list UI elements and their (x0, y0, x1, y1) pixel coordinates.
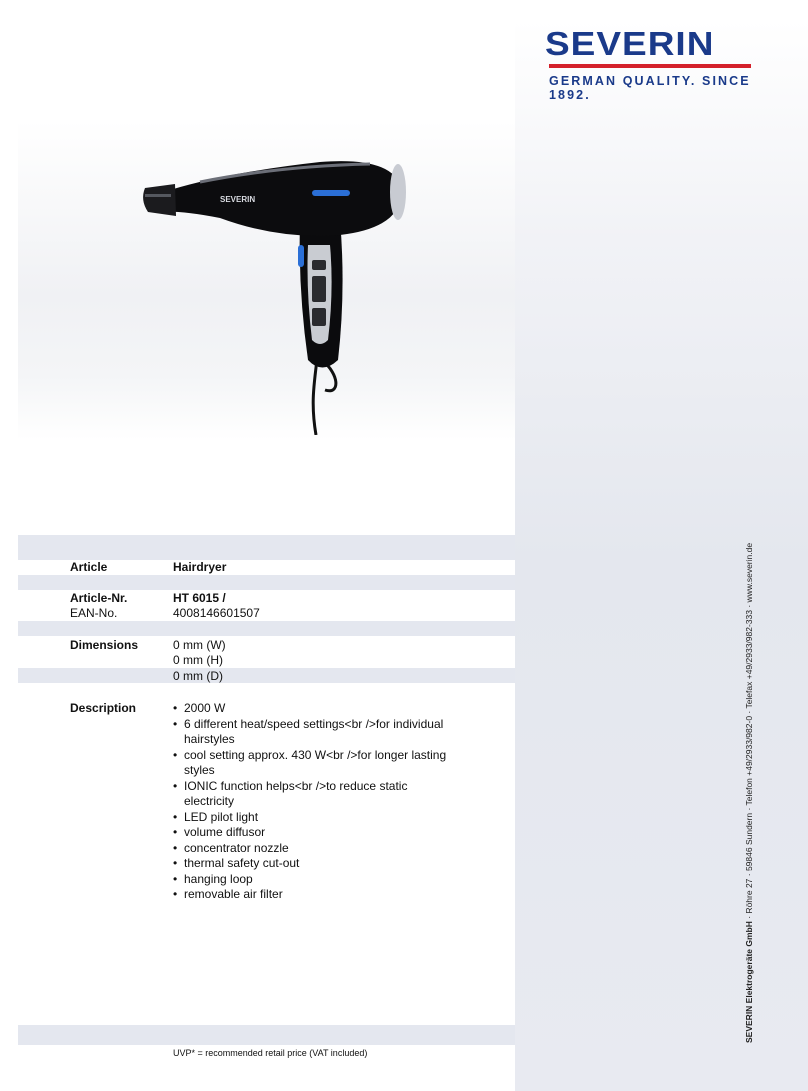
dimension-width: 0 mm (W) (173, 638, 226, 652)
dryer-brand-text: SEVERIN (220, 195, 256, 204)
hairdryer-image (140, 150, 420, 435)
ean-label: EAN-No. (70, 606, 118, 620)
list-item: • 6 different heat/speed settings<br />for individual hairstyles (173, 717, 453, 748)
footnote: UVP* = recommended retail price (VAT included) (173, 1048, 368, 1058)
article-label: Article (70, 560, 108, 574)
logo-red-bar (549, 64, 751, 68)
list-item: • hanging loop (173, 872, 453, 888)
company-info (744, 543, 754, 1043)
list-item: • cool setting approx. 430 W<br />for longer lasting styles (173, 748, 453, 779)
dimension-height: 0 mm (H) (173, 653, 223, 667)
table-band-3 (18, 621, 515, 636)
table-band-bottom (18, 1025, 515, 1045)
table-band-2 (18, 575, 515, 590)
dimension-depth: 0 mm (D) (173, 669, 223, 683)
logo-tagline: GERMAN QUALITY. SINCE 1892. (549, 74, 751, 102)
ean-value: 4008146601507 (173, 606, 260, 620)
list-item: • 2000 W (173, 701, 453, 717)
list-item: • removable air filter (173, 887, 453, 903)
list-item: • volume diffusor (173, 825, 453, 841)
article-value: Hairdryer (173, 560, 227, 574)
article-nr-label: Article-Nr. (70, 591, 128, 605)
logo-wordmark: SEVERIN (545, 25, 715, 63)
list-item: • thermal safety cut-out (173, 856, 453, 872)
article-nr-value (173, 591, 226, 606)
table-band-top (18, 535, 515, 560)
feature-list (173, 701, 453, 903)
list-item: • LED pilot light (173, 810, 453, 826)
table-band-4 (18, 668, 515, 683)
side-column (515, 0, 808, 1091)
company-name: SEVERIN Elektrogeräte GmbH (744, 921, 754, 1043)
description-label: Description (70, 701, 137, 715)
company-address: · Röhre 27 · 59846 Sundern · Telefon +49/2933/982-0 · Telefax +49/2933/982-333 · www.severin.de (744, 542, 754, 922)
list-item: • concentrator nozzle (173, 841, 453, 857)
severin-logo (545, 25, 755, 102)
dimensions-label: Dimensions (70, 638, 139, 652)
article-nr-number: HT 6015 / (173, 591, 226, 605)
list-item: • IONIC function helps<br />to reduce static electricity (173, 779, 453, 810)
